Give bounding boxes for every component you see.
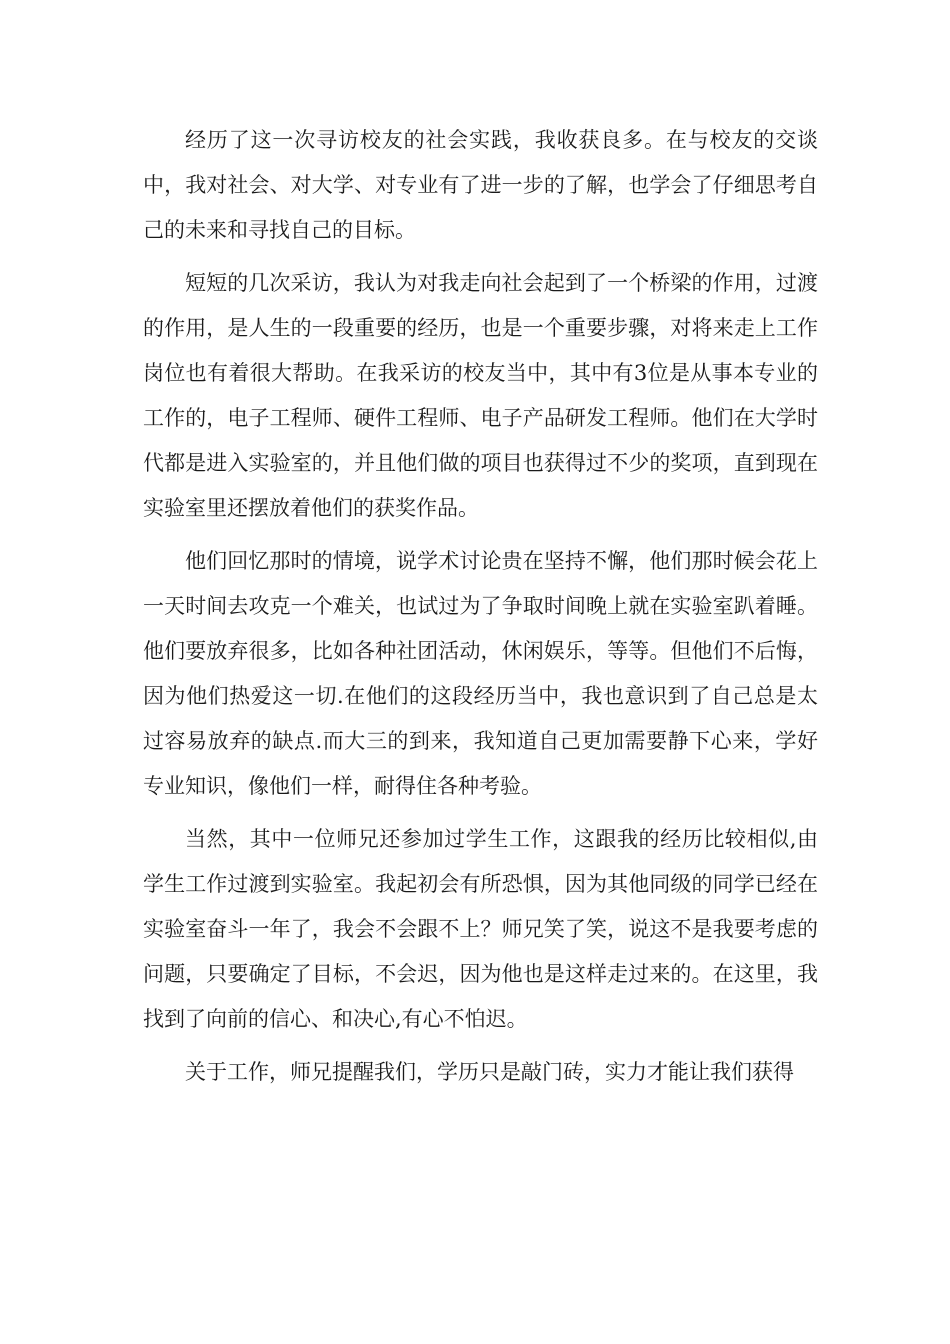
paragraph-2: 短短的几次采访，我认为对我走向社会起到了一个桥梁的作用，过渡的作用，是人生的一段重要的经历，也是一个重要步骤，对将来走上工作岗位也有着很大帮助。在我采访的校友当中，其中有3位是从事本专业的工作的，电子工程师、硬件工程师、电子产品研发工程师。他们在大学时代都是进入实验室的，并且他们做的项目也获得过不少的奖项，直到现在实验室里还摆放着他们的获奖作品。: [143, 271, 818, 520]
paragraph-4: 当然，其中一位师兄还参加过学生工作，这跟我的经历比较相似,由学生工作过渡到实验室。我起初会有所恐惧，因为其他同级的同学已经在实验室奋斗一年了，我会不会跟不上？师兄笑了笑，说这不是我要考虑的问题，只要确定了目标，不会迟，因为他也是这样走过来的。在这里，我找到了向前的信心、和决心,有心不怕迟。: [143, 827, 818, 1031]
paragraph-3: 他们回忆那时的情境，说学术讨论贵在坚持不懈，他们那时候会花上一天时间去攻克一个难关，也试过为了争取时间晚上就在实验室趴着睡。他们要放弃很多，比如各种社团活动，休闲娱乐，等等。但他们不后悔，因为他们热爱这一切.在他们的这段经历当中，我也意识到了自己总是太过容易放弃的缺点.而大三的到来，我知道自己更加需要静下心来，学好专业知识，像他们一样，耐得住各种考验。: [143, 549, 818, 798]
document-body: [143, 118, 818, 1103]
paragraph-1: 经历了这一次寻访校友的社会实践，我收获良多。在与校友的交谈中，我对社会、对大学、对专业有了进一步的了解，也学会了仔细思考自己的未来和寻找自己的目标。: [143, 128, 818, 242]
paragraph-5: 关于工作，师兄提醒我们，学历只是敲门砖，实力才能让我们获得: [185, 1060, 794, 1084]
